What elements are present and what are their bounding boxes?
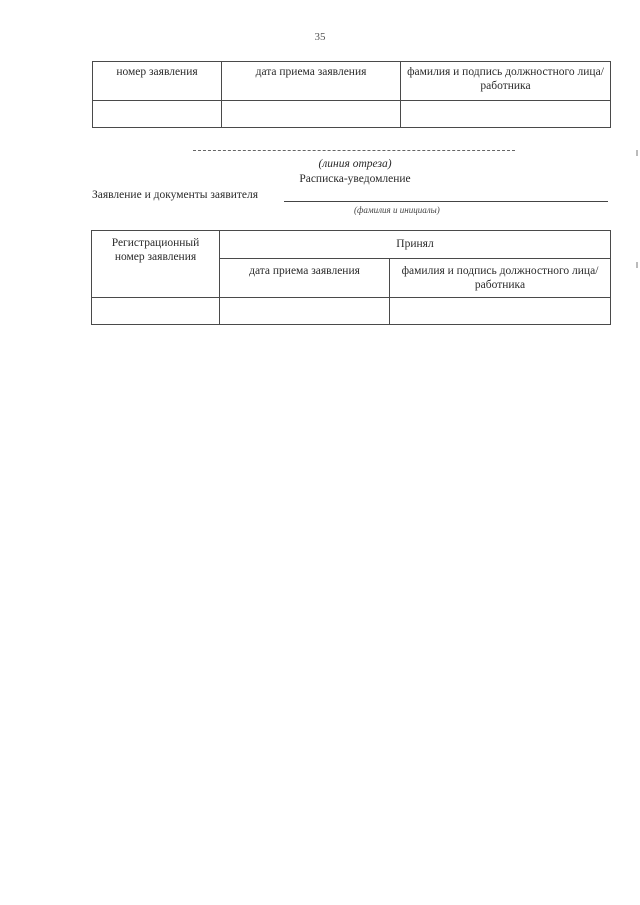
header-official-signature: фамилия и подпись должностного лица/работника — [401, 62, 611, 101]
header-accepted: Принял — [220, 231, 611, 259]
cell-registration-number — [92, 298, 220, 325]
acceptance-table-bottom — [91, 230, 611, 325]
applicant-name-line — [284, 201, 608, 202]
applicant-row — [92, 189, 610, 201]
header-receipt-date: дата приема заявления — [220, 259, 390, 298]
table-row — [93, 101, 611, 128]
header-official-signature: фамилия и подпись должностного лица/работника — [390, 259, 611, 298]
header-receipt-date: дата приема заявления — [222, 62, 401, 101]
receipt-title: Расписка-уведомление — [299, 173, 411, 185]
header-registration-number: Регистрационный номер заявления — [92, 231, 220, 298]
cell-application-number — [93, 101, 222, 128]
scan-margin-mark — [636, 262, 638, 268]
acceptance-table-top — [92, 61, 611, 128]
cut-line — [193, 150, 515, 151]
table-header-row — [92, 231, 611, 259]
cell-official-signature — [390, 298, 611, 325]
cut-line-label: (линия отреза) — [318, 158, 392, 170]
cell-receipt-date — [222, 101, 401, 128]
table-header-row — [93, 62, 611, 101]
cell-receipt-date — [220, 298, 390, 325]
table-row — [92, 298, 611, 325]
fio-hint: (фамилия и инициалы) — [354, 205, 440, 215]
page-number: 35 — [314, 31, 326, 43]
cell-official-signature — [401, 101, 611, 128]
applicant-label: Заявление и документы заявителя — [92, 189, 259, 201]
header-application-number: номер заявления — [93, 62, 222, 101]
scan-margin-mark — [636, 150, 638, 156]
